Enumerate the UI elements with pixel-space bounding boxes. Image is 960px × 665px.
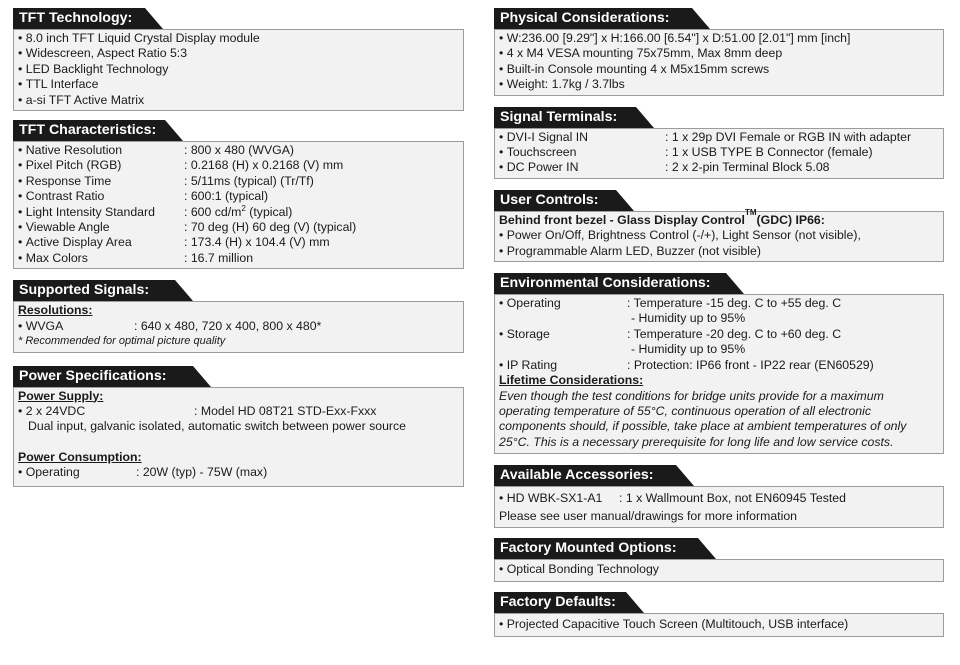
section-title: TFT Characteristics: — [19, 122, 157, 139]
list-item: • TTL Interface — [18, 77, 99, 92]
left-column — [13, 8, 464, 487]
list-item: • 8.0 inch TFT Liquid Crystal Display module — [18, 31, 260, 45]
section-header — [494, 465, 700, 486]
list-item: • W:236.00 [9.29"] x H:166.00 [6.54"] x D:51.00 [2.01"] mm [inch] — [499, 31, 851, 45]
section-supported-signals — [13, 280, 464, 352]
section-body — [494, 294, 944, 454]
footnote: * Recommended for optimal picture quality — [18, 335, 226, 348]
spec-row: • IP Rating : Protection: IP66 front - IP22 rear (EN60529) — [499, 357, 874, 372]
section-header — [13, 366, 217, 387]
subheading: Resolutions: — [18, 303, 93, 318]
section-title: TFT Technology: — [19, 10, 133, 26]
section-physical-considerations — [494, 8, 944, 96]
section-header — [494, 538, 722, 559]
section-body — [13, 301, 464, 352]
spec-row: • Pixel Pitch (RGB) : 0.2168 (H) x 0.2168 (V) mm — [18, 158, 344, 173]
list-item: • Built-in Console mounting 4 x M5x15mm screws — [499, 61, 770, 76]
list-item: • 4 x M4 VESA mounting 75x75mm, Max 8mm deep — [499, 46, 783, 61]
spec-row: • Native Resolution : 800 x 480 (WVGA) — [18, 143, 295, 158]
section-available-accessories — [494, 465, 944, 528]
list-item: • Programmable Alarm LED, Buzzer (not visible) — [499, 243, 761, 258]
list-item: • a-si TFT Active Matrix — [18, 92, 145, 107]
spec-row: • Max Colors : 16.7 million — [18, 250, 254, 265]
spec-row: • Contrast Ratio : 600:1 (typical) — [18, 189, 269, 204]
spec-row-continued: - Humidity up to 95% — [631, 342, 746, 357]
section-header — [494, 8, 716, 29]
section-tft-characteristics — [13, 120, 464, 269]
section-body — [494, 559, 944, 581]
section-body — [494, 29, 944, 96]
subheading: Power Consumption: — [18, 449, 142, 464]
section-header — [494, 592, 650, 613]
section-title: Available Accessories: — [500, 467, 654, 484]
subheading: Behind front bezel - Glass Display Control TM (GDC) IP66: — [499, 207, 825, 227]
section-header — [13, 120, 189, 141]
spec-row: • Operating : 20W (typ) - 75W (max) — [18, 465, 268, 480]
list-item: • Weight: 1.7kg / 3.7lbs — [499, 77, 625, 92]
section-header — [494, 190, 640, 211]
section-signal-terminals — [494, 107, 944, 179]
list-item: • LED Backlight Technology — [18, 61, 169, 76]
section-body — [494, 207, 944, 262]
section-title: Signal Terminals: — [500, 108, 618, 125]
list-item: • Optical Bonding Technology — [499, 562, 659, 577]
spec-row: • Touchscreen : 1 x USB TYPE B Connector (female) — [499, 145, 873, 160]
section-body — [494, 486, 944, 528]
section-factory-defaults — [494, 592, 944, 637]
section-title: Physical Considerations: — [500, 10, 670, 26]
spec-row: • Active Display Area : 173.4 (H) x 104.4 (V) mm — [18, 235, 330, 250]
section-body — [13, 387, 464, 487]
list-item: • Power On/Off, Brightness Control (-/+), Light Sensor (not visible), — [499, 228, 861, 243]
section-title: Power Specifications: — [19, 367, 167, 384]
section-title: Environmental Considerations: — [500, 275, 711, 292]
spec-row: • 2 x 24VDC : Model HD 08T21 STD-Exx-Fxxx — [18, 403, 377, 418]
section-tft-technology — [13, 8, 464, 111]
subheading: Power Supply: — [18, 388, 104, 403]
subheading: Lifetime Considerations: — [499, 373, 644, 388]
lifetime-text: Even though the test conditions for bridge units provide for a maximum operating temperature of 55°C, continuous operation of all electronic components should, if possible, take place at ambient temperatures of only 25°C. This is a necessary prerequisite for long life and low service costs. — [499, 388, 907, 449]
section-body — [494, 128, 944, 179]
section-body — [494, 613, 944, 637]
spec-row: • Operating : Temperature -15 deg. C to +55 deg. C — [499, 296, 842, 311]
spec-row: • Storage : Temperature -20 deg. C to +60 deg. C — [499, 326, 842, 341]
section-user-controls — [494, 190, 944, 262]
spec-row: • Viewable Angle : 70 deg (H) 60 deg (V) (typical) — [18, 220, 357, 235]
right-column — [494, 8, 944, 637]
spec-row: • Response Time : 5/11ms (typical) (Tr/Tf) — [18, 173, 314, 188]
section-environmental-considerations — [494, 273, 944, 454]
section-title: Factory Defaults: — [500, 593, 616, 610]
list-item: • Widescreen, Aspect Ratio 5:3 — [18, 46, 188, 61]
section-power-specifications — [13, 366, 464, 487]
section-factory-mounted-options — [494, 538, 944, 581]
description: Dual input, galvanic isolated, automatic switch between power source — [28, 419, 406, 434]
section-title: Factory Mounted Options: — [500, 540, 677, 557]
note: Please see user manual/drawings for more information — [499, 509, 798, 524]
section-title: User Controls: — [500, 191, 599, 208]
section-body — [13, 29, 464, 111]
section-body — [13, 141, 464, 269]
section-header — [13, 8, 169, 29]
section-header — [13, 280, 199, 301]
spec-row-continued: - Humidity up to 95% — [631, 311, 746, 326]
spec-row: • HD WBK-SX1-A1 : 1 x Wallmount Box, not EN60945 Tested — [499, 491, 846, 506]
spec-row: • WVGA : 640 x 480, 720 x 400, 800 x 480* — [18, 318, 322, 333]
section-header — [494, 273, 750, 294]
spec-row: • DVI-I Signal IN : 1 x 29p DVI Female or RGB IN with adapter — [499, 129, 912, 144]
section-title: Supported Signals: — [19, 282, 150, 299]
section-header — [494, 107, 660, 128]
spec-row: • Light Intensity Standard : 600 $cd/m^2$ (typical) — [18, 203, 293, 219]
list-item: • Projected Capacitive Touch Screen (Multitouch, USB interface) — [499, 616, 849, 631]
spec-row: • DC Power IN : 2 x 2-pin Terminal Block 5.08 — [499, 160, 830, 175]
